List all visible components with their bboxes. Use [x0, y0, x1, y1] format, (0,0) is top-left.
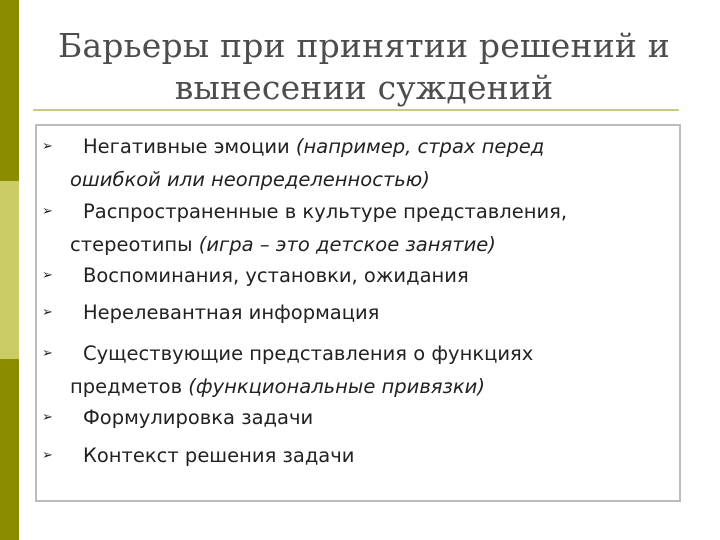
- bullet-note-continued: (функциональные привязки): [188, 375, 485, 398]
- slide-title: [30, 25, 698, 109]
- bullet-text: Воспоминания, установки, ожидания: [83, 264, 469, 287]
- arrowhead-bullet-icon: ➢: [42, 448, 53, 463]
- sidebar-band-middle: [0, 181, 19, 359]
- bullet-line-1: [83, 195, 567, 228]
- bullet-line-1: [83, 259, 469, 292]
- bullet-line-1: [83, 296, 379, 329]
- bullet-note-continued: ошибкой или неопределенностью): [70, 168, 430, 191]
- arrowhead-bullet-icon: ➢: [42, 268, 53, 283]
- bullet-note: (например, страх перед: [295, 135, 545, 158]
- title-divider: [33, 109, 679, 111]
- slide-title-line-1: Барьеры при принятии решений и: [57, 26, 671, 65]
- bullet-text: Формулировка задачи: [83, 406, 314, 429]
- bullet-line-1: [83, 130, 544, 163]
- bullet-line-1: [83, 337, 533, 370]
- bullet-line-1: [83, 439, 354, 472]
- arrowhead-bullet-icon: ➢: [42, 346, 53, 361]
- slide-title-line-2: вынесении суждений: [174, 68, 554, 107]
- bullet-line-2: [70, 228, 496, 261]
- arrowhead-bullet-icon: ➢: [42, 305, 53, 320]
- arrowhead-bullet-icon: ➢: [42, 139, 53, 154]
- arrowhead-bullet-icon: ➢: [42, 410, 53, 425]
- bullet-line-1: [83, 401, 313, 434]
- arrowhead-bullet-icon: ➢: [42, 204, 53, 219]
- bullet-text: Нерелевантная информация: [83, 301, 380, 324]
- bullet-text: Существующие представления о функциях: [83, 342, 534, 365]
- bullet-line-2: [70, 370, 485, 403]
- bullet-text-continued: стереотипы: [70, 233, 199, 256]
- sidebar-band-top: [0, 0, 19, 181]
- bullet-text: Негативные эмоции: [83, 135, 296, 158]
- sidebar-band-bottom: [0, 359, 19, 540]
- bullet-line-2: [70, 163, 430, 196]
- content-box: [35, 124, 681, 502]
- bullet-text: Контекст решения задачи: [83, 444, 355, 467]
- bullet-note-continued: (игра – это детское занятие): [198, 233, 496, 256]
- bullet-text-continued: предметов: [70, 375, 189, 398]
- bullet-text: Распространенные в культуре представления,: [83, 200, 568, 223]
